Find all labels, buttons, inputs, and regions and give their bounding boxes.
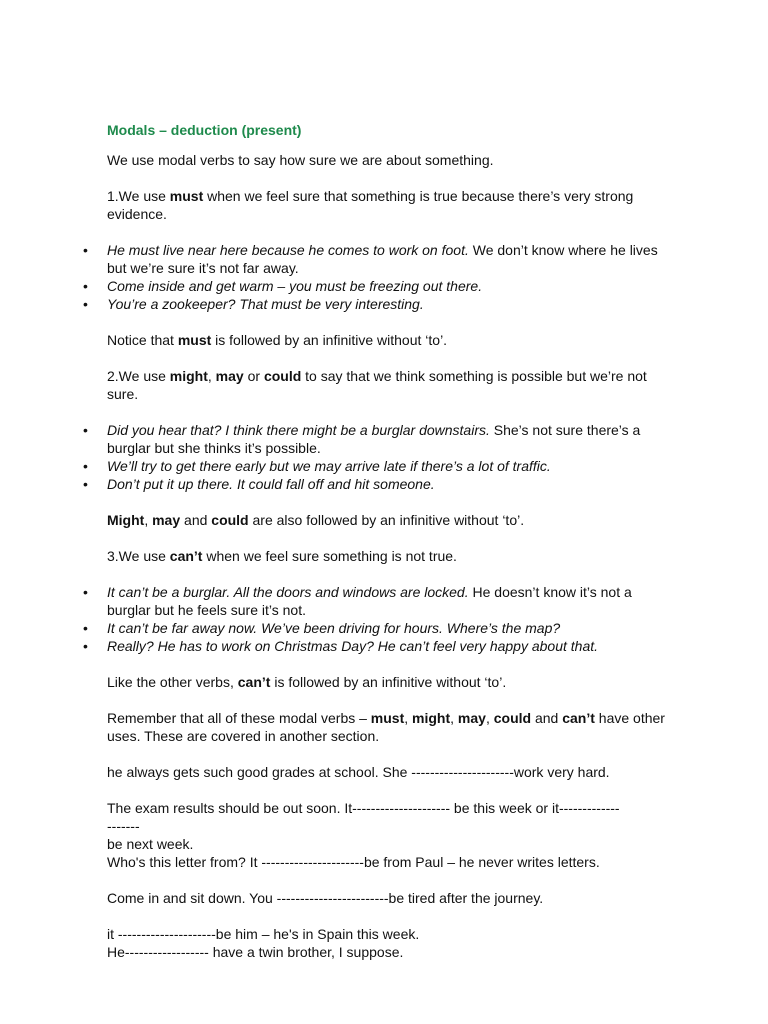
example-explanation: We don’t know where he lives but we’re sure it’s not far away. bbox=[107, 242, 658, 276]
section3-paragraph bbox=[107, 547, 667, 565]
keyword-must: must bbox=[169, 188, 204, 204]
section3-note bbox=[107, 673, 667, 691]
keyword-might: Might bbox=[107, 512, 145, 528]
text-run: , bbox=[207, 368, 216, 384]
keyword-might: might bbox=[412, 710, 451, 726]
keyword-must: must bbox=[370, 710, 405, 726]
section2-paragraph bbox=[107, 367, 667, 403]
bullet-icon: • bbox=[83, 584, 88, 600]
text-run: , bbox=[144, 512, 153, 528]
exercise-6: He------------------ have a twin brother, I suppose. bbox=[107, 944, 404, 960]
keyword-may: may bbox=[152, 512, 181, 528]
exercise-2-line-3: be next week. bbox=[107, 836, 194, 852]
example-sentence: Really? He has to work on Christmas Day? He can’t feel very happy about that. bbox=[107, 638, 599, 654]
text-run: 3.We use bbox=[107, 548, 170, 564]
text-run: Like the other verbs, bbox=[107, 674, 238, 690]
example-item bbox=[83, 583, 667, 619]
example-sentence: It can’t be far away now. We’ve been driving for hours. Where’s the map? bbox=[107, 620, 561, 636]
section1-paragraph bbox=[107, 187, 667, 223]
document-title: Modals – deduction (present) bbox=[107, 122, 302, 138]
remember-paragraph bbox=[107, 709, 667, 745]
text-run: , bbox=[485, 710, 494, 726]
exercise-2-line-1: The exam results should be out soon. It--------------------- be this week or it------------- bbox=[107, 800, 620, 816]
keyword-cant: can’t bbox=[237, 674, 271, 690]
section2-note bbox=[107, 511, 667, 529]
bullet-icon: • bbox=[83, 458, 88, 474]
example-item bbox=[83, 421, 667, 457]
text-run: when we feel sure something is not true. bbox=[202, 548, 457, 564]
text-run: when we feel sure that something is true because there’s very strong evidence. bbox=[107, 188, 634, 222]
example-item bbox=[83, 241, 667, 277]
example-item bbox=[83, 295, 667, 313]
keyword-could: could bbox=[493, 710, 532, 726]
bullet-icon: • bbox=[83, 620, 88, 636]
example-explanation: He doesn’t know it’s not a burglar but he feels sure it’s not. bbox=[107, 584, 632, 618]
text-run: , bbox=[450, 710, 458, 726]
text-run: to say that we think something is possible but we’re not sure. bbox=[107, 368, 647, 402]
text-run: 1.We use bbox=[107, 188, 170, 204]
exercise-3: Who's this letter from? It ----------------------be from Paul – he never writes letters. bbox=[107, 854, 600, 870]
keyword-might: might bbox=[169, 368, 208, 384]
example-item bbox=[83, 619, 667, 637]
exercise-1: he always gets such good grades at school. She ----------------------work very hard. bbox=[107, 764, 610, 780]
text-run: have other uses. These are covered in another section. bbox=[107, 710, 665, 744]
example-item bbox=[83, 277, 667, 295]
example-item bbox=[83, 475, 667, 493]
keyword-could: could bbox=[211, 512, 249, 528]
keyword-cant: can’t bbox=[169, 548, 203, 564]
bullet-icon: • bbox=[83, 278, 88, 294]
example-sentence: You’re a zookeeper? That must be very interesting. bbox=[107, 296, 424, 312]
keyword-may: may bbox=[457, 710, 486, 726]
text-run: 2.We use bbox=[107, 368, 170, 384]
section1-note bbox=[107, 331, 667, 349]
keyword-could: could bbox=[263, 368, 302, 384]
example-explanation: She’s not sure there’s a burglar but she thinks it’s possible. bbox=[107, 422, 641, 456]
bullet-icon: • bbox=[83, 422, 88, 438]
text-run: and bbox=[180, 512, 212, 528]
bullet-icon: • bbox=[83, 296, 88, 312]
text-run: Remember that all of these modal verbs – bbox=[107, 710, 371, 726]
example-sentence: Don’t put it up there. It could fall off and hit someone. bbox=[107, 476, 435, 492]
text-run: and bbox=[531, 710, 563, 726]
bullet-icon: • bbox=[83, 638, 88, 654]
example-sentence: Did you hear that? I think there might be a burglar downstairs. bbox=[107, 422, 490, 438]
example-sentence: He must live near here because he comes to work on foot. bbox=[107, 242, 469, 258]
section2-examples bbox=[83, 421, 667, 493]
text-run: is followed by an infinitive without ‘to’. bbox=[270, 674, 507, 690]
example-sentence: Come inside and get warm – you must be freezing out there. bbox=[107, 278, 483, 294]
text-run: , bbox=[404, 710, 413, 726]
example-item bbox=[83, 457, 667, 475]
text-run: or bbox=[243, 368, 264, 384]
keyword-cant: can’t bbox=[562, 710, 595, 726]
exercise-4: Come in and sit down. You ------------------------be tired after the journey. bbox=[107, 890, 544, 906]
bullet-icon: • bbox=[83, 476, 88, 492]
example-sentence: We’ll try to get there early but we may arrive late if there’s a lot of traffic. bbox=[107, 458, 551, 474]
exercise-2-line-2: ------- bbox=[107, 818, 140, 834]
keyword-may: may bbox=[215, 368, 244, 384]
bullet-icon: • bbox=[83, 242, 88, 258]
text-run: Notice that bbox=[107, 332, 178, 348]
exercise-5: it ---------------------be him – he's in Spain this week. bbox=[107, 926, 420, 942]
text-run: is followed by an infinitive without ‘to’. bbox=[211, 332, 448, 348]
intro-paragraph: We use modal verbs to say how sure we are about something. bbox=[107, 152, 494, 168]
example-sentence: It can’t be a burglar. All the doors and windows are locked. bbox=[107, 584, 469, 600]
section1-examples bbox=[83, 241, 667, 313]
document-content bbox=[83, 121, 667, 961]
example-item bbox=[83, 637, 667, 655]
text-run: are also followed by an infinitive without ‘to’. bbox=[248, 512, 525, 528]
section3-examples bbox=[83, 583, 667, 655]
keyword-must: must bbox=[177, 332, 212, 348]
